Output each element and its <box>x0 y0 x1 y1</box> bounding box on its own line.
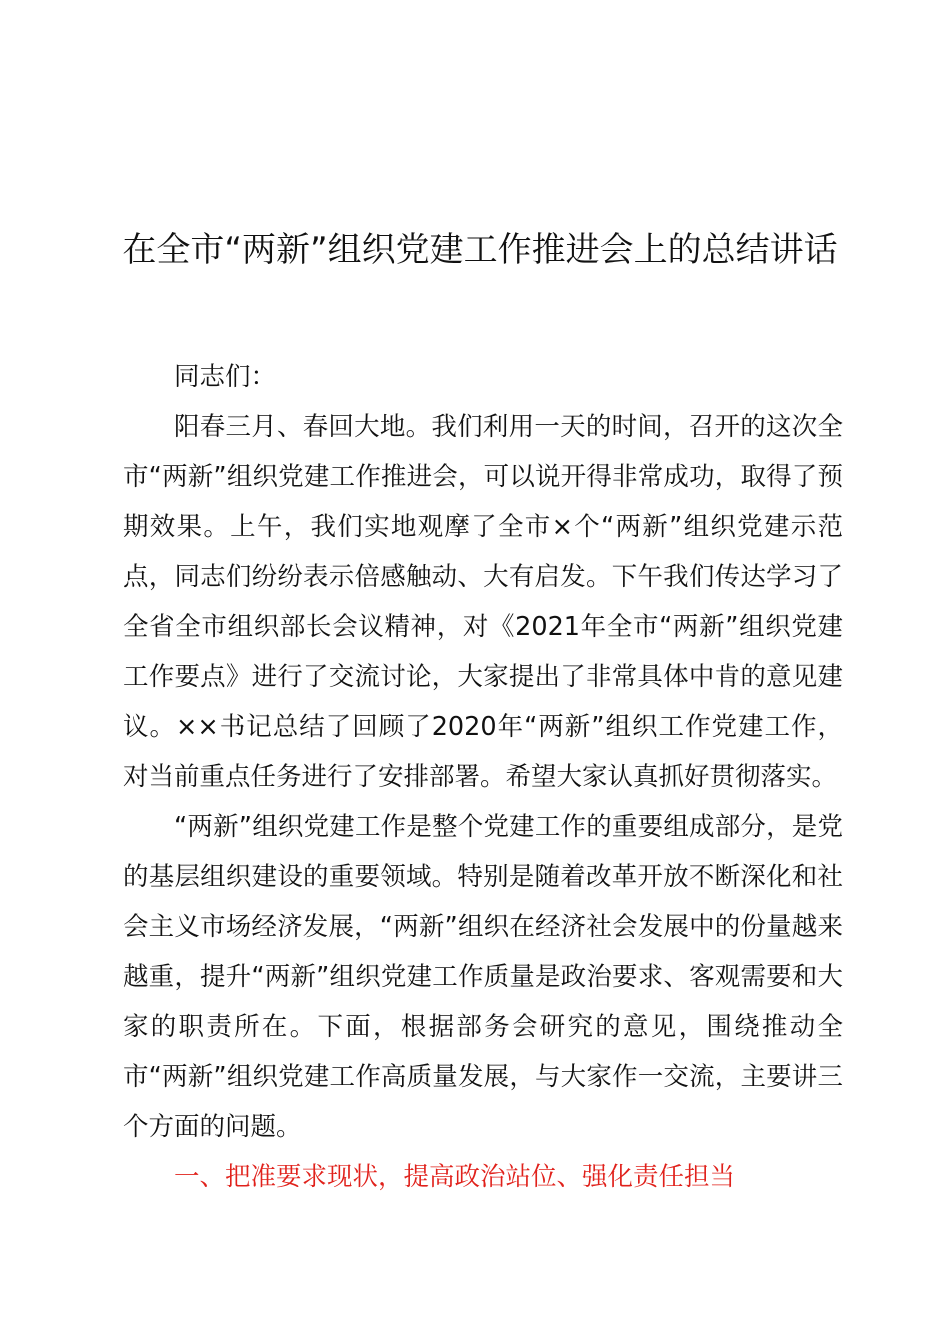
document-body <box>123 352 843 1202</box>
section-heading: 一、把准要求现状，提高政治站位、强化责任担当 <box>174 1162 736 1192</box>
paragraph-1: 阳春三月、春回大地。我们利用一天的时间，召开的这次全市“两新”组织党建工作推进会，可以说开得非常成功，取得了预期效果。上午，我们实地观摩了全市×个“两新”组织党建示范点，同志们纷纷表示倍感触动、大有启发。下午我们传达学习了全省全市组织部长会议精神，对《2021年全市“两新”组织党建工作要点》进行了交流讨论，大家提出了非常具体中肯的意见建议。××书记总结了回顾了2020年“两新”组织工作党建工作，对当前重点任务进行了安排部署。希望大家认真抓好贯彻落实。 <box>123 412 843 792</box>
salutation: 同志们： <box>174 362 277 392</box>
paragraph-2: “两新”组织党建工作是整个党建工作的重要组成部分，是党的基层组织建设的重要领域。特别是随着改革开放不断深化和社会主义市场经济发展，“两新”组织在经济社会发展中的份量越来越重，提升“两新”组织党建工作质量是政治要求、客观需要和大家的职责所在。下面，根据部务会研究的意见，围绕推动全市“两新”组织党建工作高质量发展，与大家作一交流，主要讲三个方面的问题。 <box>123 812 843 1142</box>
document-title: 在全市“两新”组织党建工作推进会上的总结讲话 <box>122 230 838 270</box>
